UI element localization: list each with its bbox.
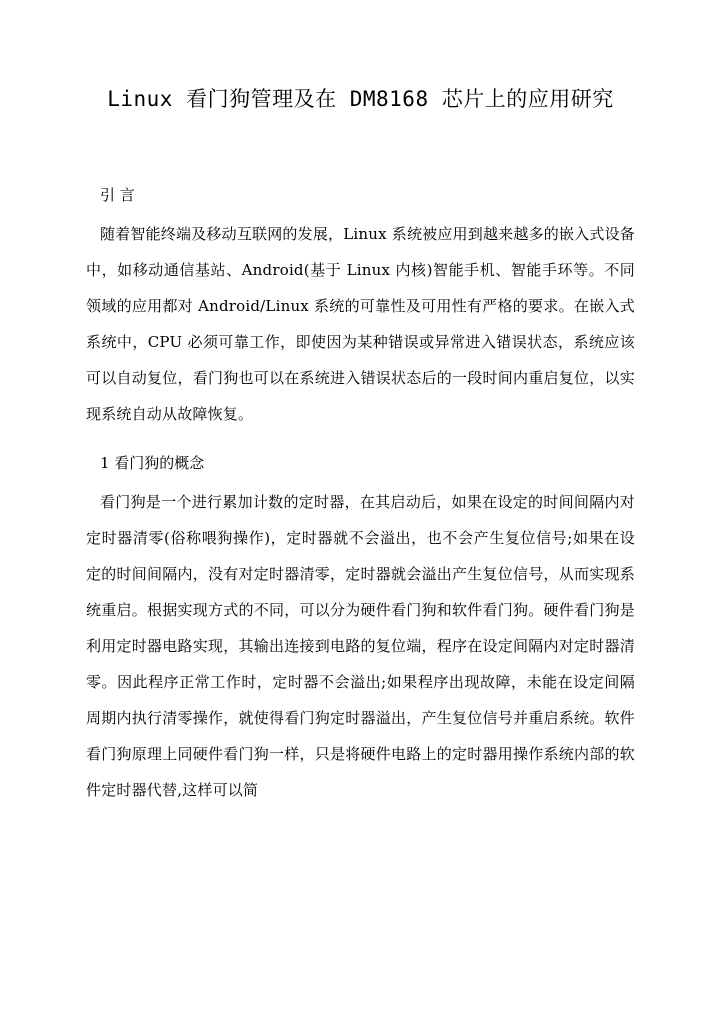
title-spacer [86,116,635,152]
section-heading-introduction: 引 言 [100,186,135,204]
section-paragraph-introduction: 随着智能终端及移动互联网的发展，Linux 系统被应用到越来越多的嵌入式设备中，如移动通信基站、Android(基于 Linux 内核)智能手机、智能手环等。不同领域的应用都对 Android/Linux 系统的可靠性及可用性有严格的要求。在嵌入式系统中，CPU 必须可靠工作，即使因为某种错误或异常进入错误状态，系统应该可以自动复位，看门狗也可以在系统进入错误状态后的一段时间内重启复位，以实现系统自动从故障恢复。 [86,225,635,423]
section-paragraph-watchdog-concept: 看门狗是一个进行累加计数的定时器，在其启动后，如果在设定的时间间隔内对定时器清零(俗称喂狗操作)，定时器就不会溢出，也不会产生复位信号;如果在设定的时间间隔内，没有对定时器清零，定时器就会溢出产生复位信号，从而实现系统重启。根据实现方式的不同，可以分为硬件看门狗和软件看门狗。硬件看门狗是利用定时器电路实现，其输出连接到电路的复位端，程序在设定间隔内对定时器清零。因此程序正常工作时，定时器不会溢出;如果程序出现故障，未能在设定间隔周期内执行清零操作，就使得看门狗定时器溢出，产生复位信号并重启系统。软件看门狗原理上同硬件看门狗一样，只是将硬件电路上的定时器用操作系统内部的软件定时器代替,这样可以简 [86,493,635,799]
section-heading-watchdog-concept: 1 看门狗的概念 [100,454,205,472]
page-title: Linux 看门狗管理及在 DM8168 芯片上的应用研究 [107,87,614,111]
